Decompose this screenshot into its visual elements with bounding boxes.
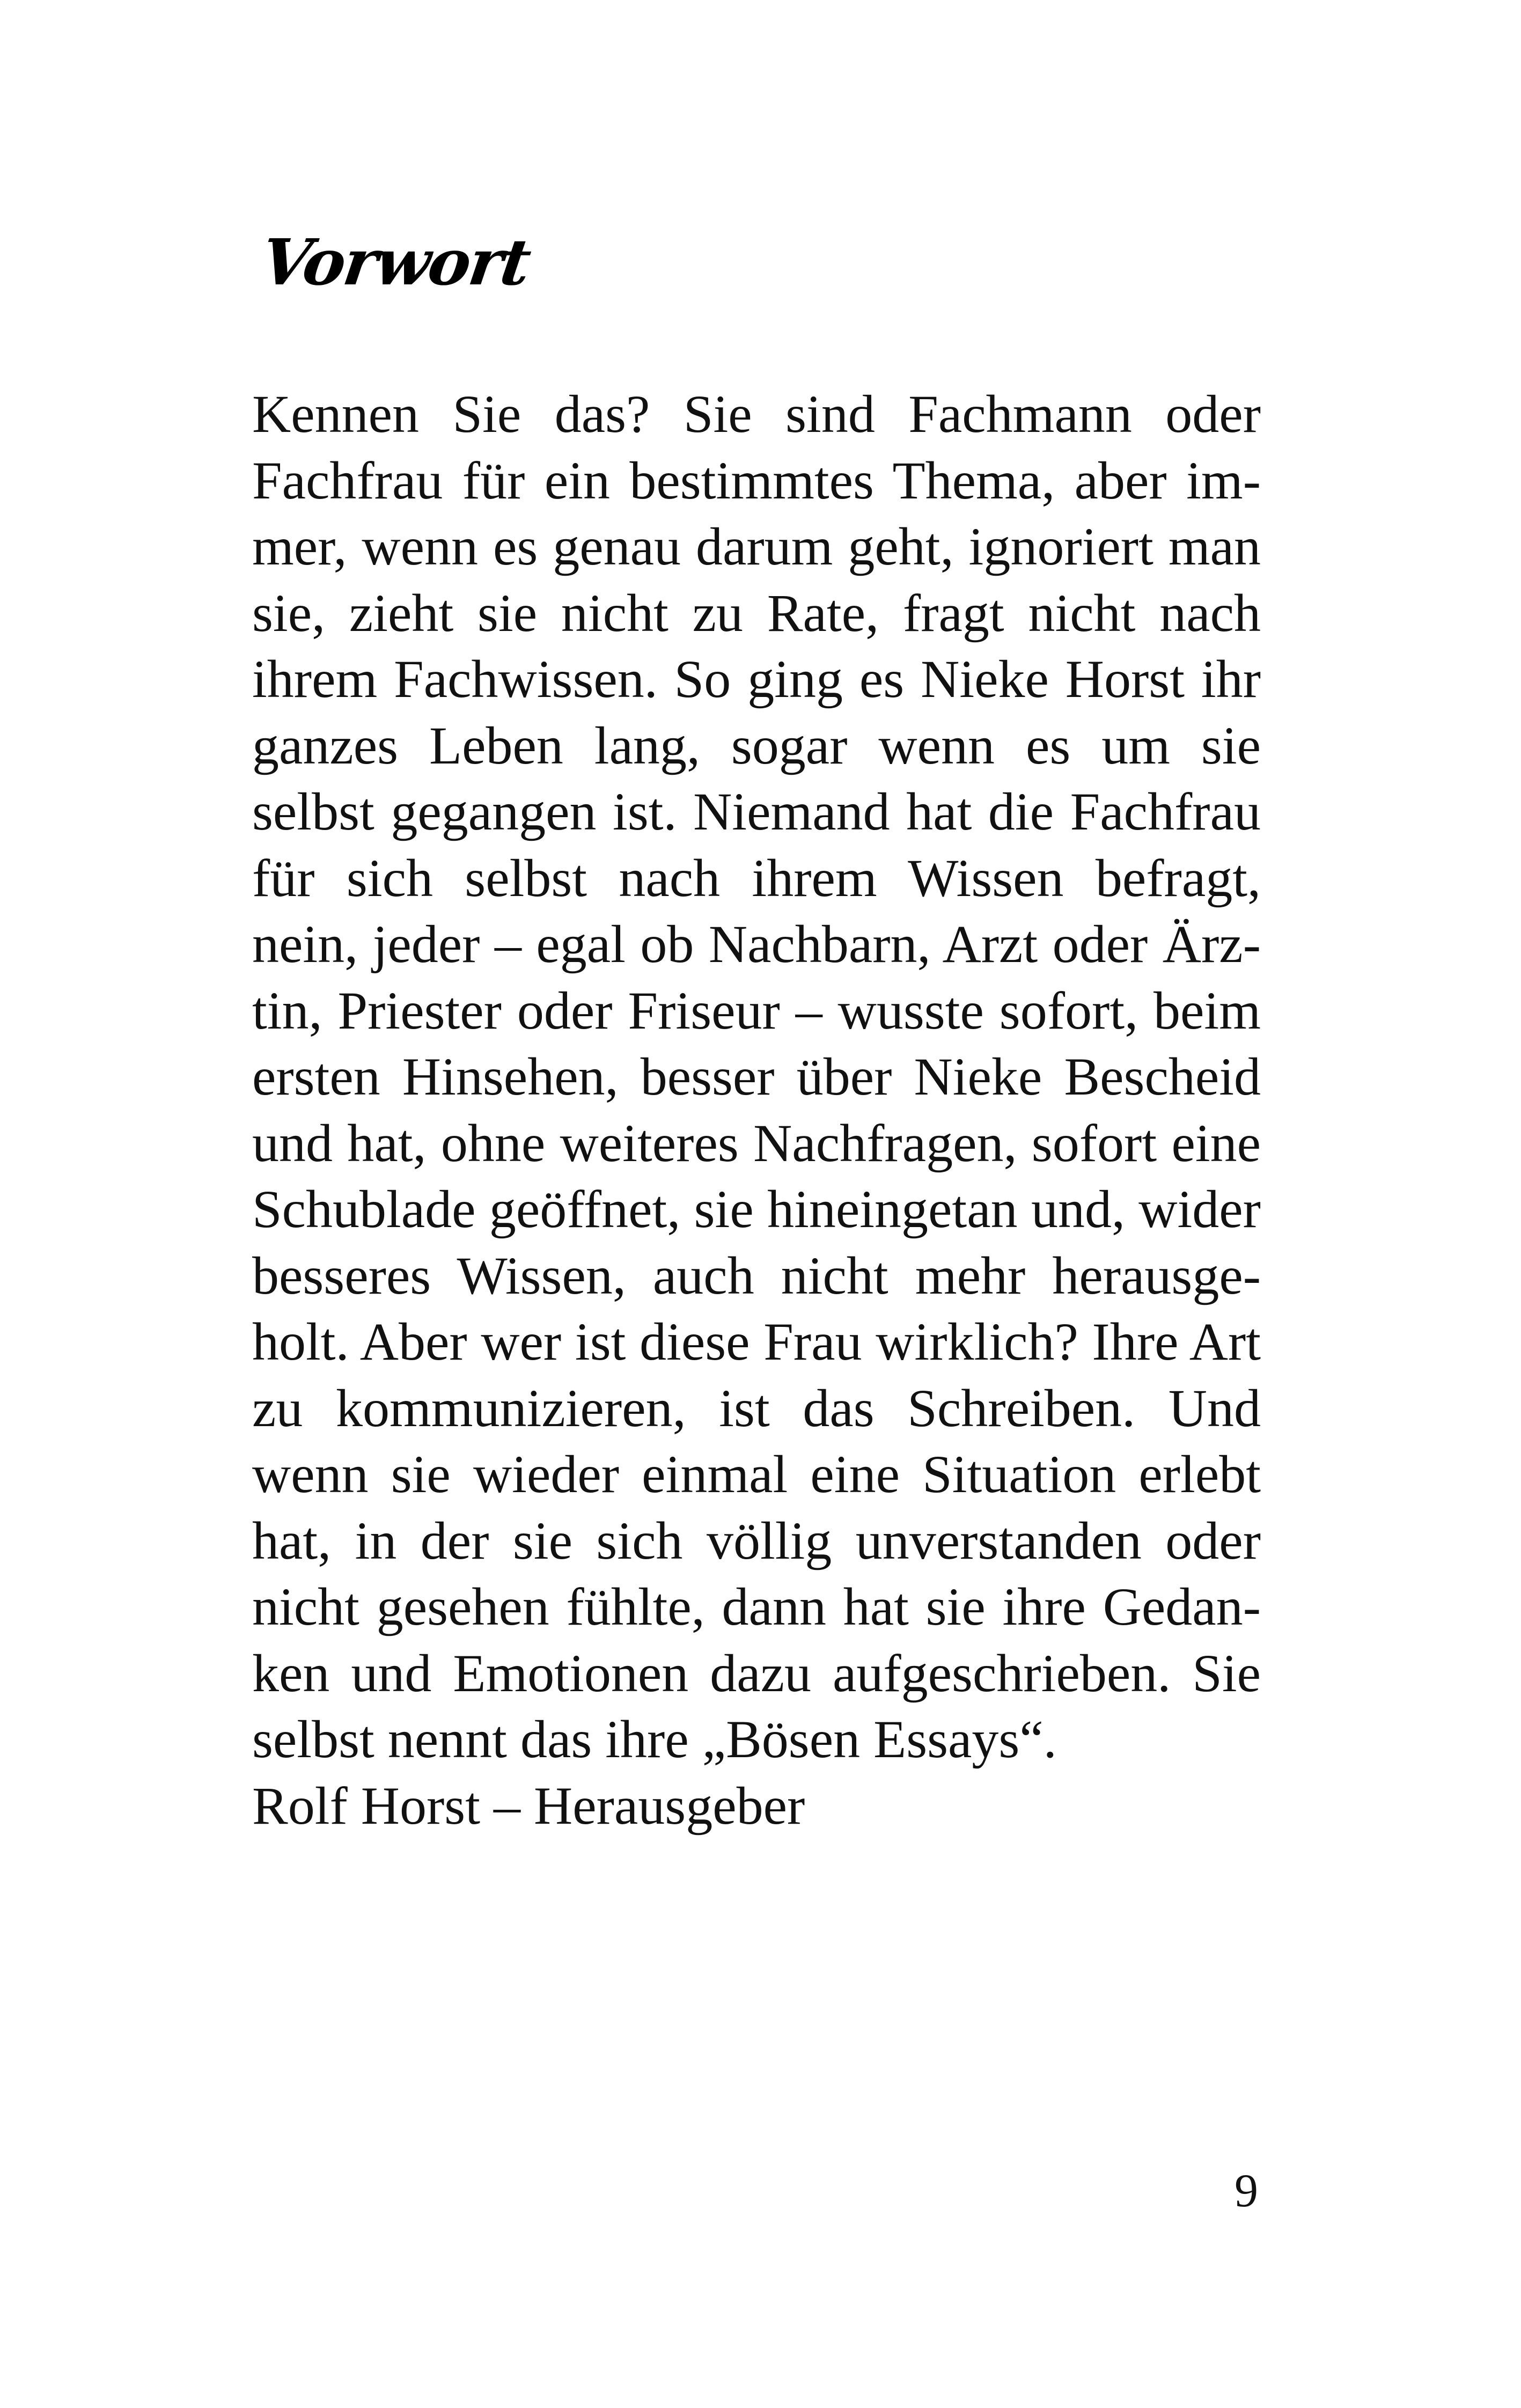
text-line: zu kommunizieren, ist das Schreiben. Und	[252, 1378, 1261, 1438]
foreword-text	[252, 381, 1261, 1839]
chapter-heading: Vorwort	[256, 225, 534, 299]
text-line: nicht gesehen fühlte, dann hat sie ihre Gedan-	[252, 1577, 1261, 1636]
text-line: sie, zieht sie nicht zu Rate, fragt nicht nach	[252, 583, 1261, 643]
page-number: 9	[1235, 2165, 1258, 2217]
text-line: ganzes Leben lang, sogar wenn es um sie	[252, 715, 1261, 775]
text-line: tin, Priester oder Friseur – wusste sofort, beim	[252, 980, 1261, 1040]
text-line: ihrem Fachwissen. So ging es Nieke Horst ihr	[252, 649, 1261, 709]
text-line: mer, wenn es genau darum geht, ignoriert man	[252, 517, 1261, 576]
text-line: wenn sie wieder einmal eine Situation erlebt	[252, 1444, 1261, 1504]
text-line: Fachfrau für ein bestimmtes Thema, aber im-	[252, 450, 1261, 510]
text-line: für sich selbst nach ihrem Wissen befragt,	[252, 848, 1261, 908]
text-line: selbst nennt das ihre „Bösen Essays“.	[252, 1709, 1057, 1769]
text-line: und hat, ohne weiteres Nachfragen, sofort eine	[252, 1113, 1261, 1173]
text-line: nein, jeder – egal ob Nachbarn, Arzt oder Ärz-	[252, 914, 1261, 974]
text-line: hat, in der sie sich völlig unverstanden oder	[252, 1510, 1261, 1570]
text-line: besseres Wissen, auch nicht mehr herausge-	[252, 1245, 1261, 1305]
text-line: Kennen Sie das? Sie sind Fachmann oder	[252, 384, 1261, 444]
text-line: selbst gegangen ist. Niemand hat die Fachfrau	[252, 782, 1261, 841]
text-line: holt. Aber wer ist diese Frau wirklich? Ihre Art	[252, 1312, 1261, 1371]
text-line: ersten Hinsehen, besser über Nieke Bescheid	[252, 1047, 1261, 1106]
text-line: ken und Emotionen dazu aufgeschrieben. Sie	[252, 1643, 1261, 1703]
text-line: Schublade geöffnet, sie hineingetan und, wider	[252, 1179, 1261, 1239]
author-signature-line: Rolf Horst – Herausgeber	[252, 1775, 805, 1836]
